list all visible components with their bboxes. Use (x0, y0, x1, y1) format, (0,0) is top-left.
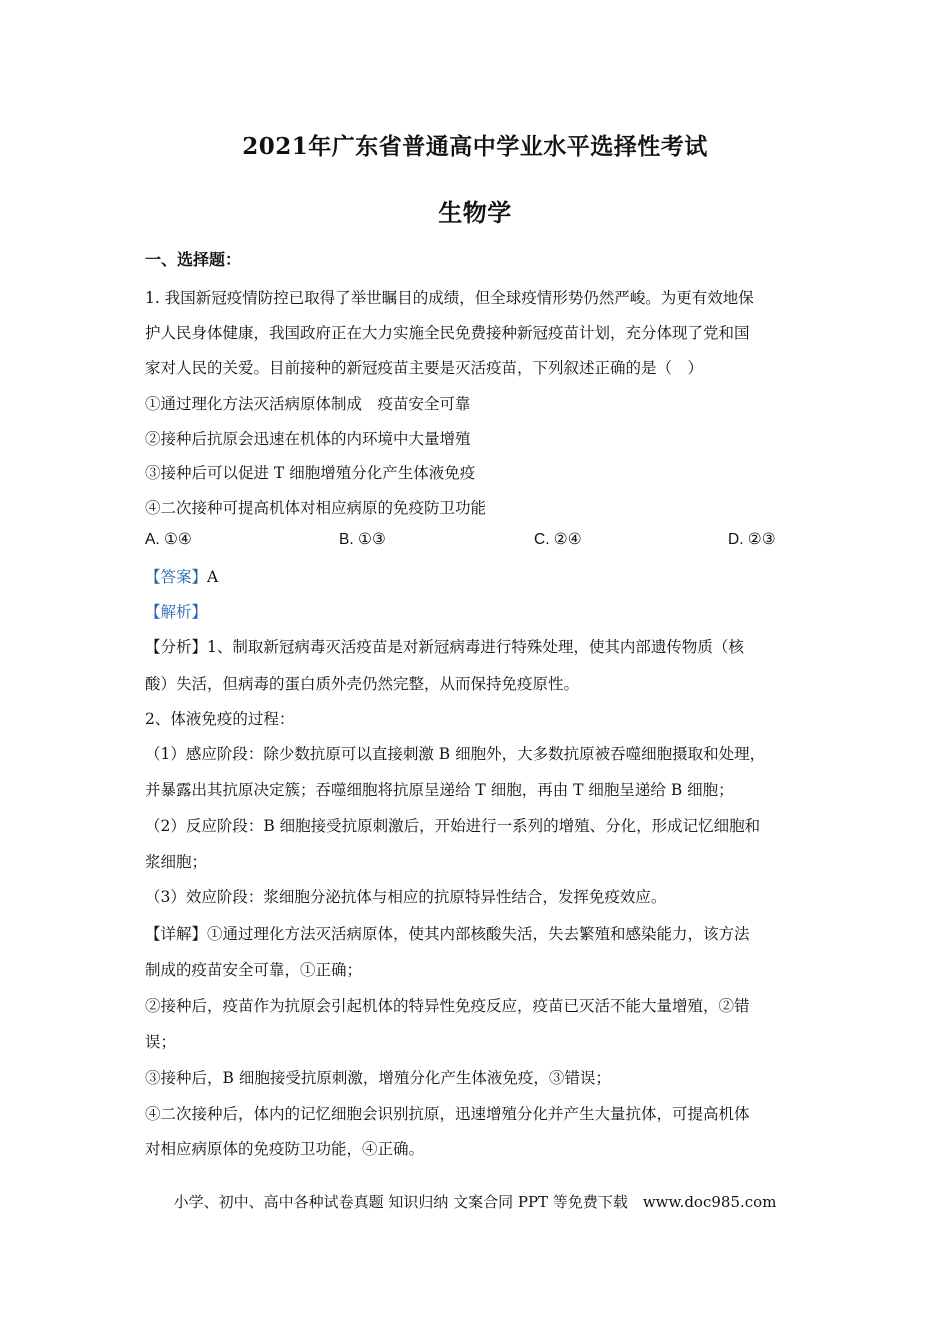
analysis-line: 酸）失活，但病毒的蛋白质外壳仍然完整，从而保持免疫原性。 (145, 675, 580, 693)
detail-line: 【详解】①通过理化方法灭活病原体，使其内部核酸失活，失去繁殖和感染能力，该方法 (145, 925, 750, 943)
detail-line: ②接种后，疫苗作为抗原会引起机体的特异性免疫反应，疫苗已灭活不能大量增殖，②错 (145, 997, 750, 1015)
option-a: A. ①④ (145, 531, 192, 548)
detail-line: ④二次接种后，体内的记忆细胞会识别抗原，迅速增殖分化并产生大量抗体，可提高机体 (145, 1105, 750, 1123)
footer-watermark: 小学、初中、高中各种试卷真题 知识归纳 文案合同 PPT 等免费下载 www.doc985.com (173, 1193, 777, 1211)
detail-line: 对相应病原体的免疫防卫功能，④正确。 (145, 1140, 425, 1158)
analysis-line: 浆细胞； (145, 853, 208, 871)
statement-1: ①通过理化方法灭活病原体制成 疫苗安全可靠 (145, 395, 471, 413)
analysis-line: （3）效应阶段：浆细胞分泌抗体与相应的抗原特异性结合，发挥免疫效应。 (145, 888, 667, 906)
answer-options (145, 530, 810, 552)
analysis-line: （2）反应阶段：B 细胞接受抗原刺激后，开始进行一系列的增殖、分化，形成记忆细胞和 (145, 817, 761, 835)
statement-3: ③接种后可以促进 T 细胞增殖分化产生体液免疫 (145, 464, 476, 482)
option-c: C. ②④ (534, 531, 582, 548)
subject-title: 生物学 (438, 198, 512, 227)
statement-2: ②接种后抗原会迅速在机体的内环境中大量增殖 (145, 430, 471, 448)
answer-value: A (207, 568, 219, 586)
detail-line: ③接种后，B 细胞接受抗原刺激，增殖分化产生体液免疫，③错误； (145, 1069, 611, 1087)
analysis-line: 并暴露出其抗原决定簇；吞噬细胞将抗原呈递给 T 细胞，再由 T 细胞呈递给 B 细胞； (145, 781, 734, 799)
analysis-line: （1）感应阶段：除少数抗原可以直接刺激 B 细胞外，大多数抗原被吞噬细胞摄取和处理， (145, 745, 766, 763)
exam-title: 2021年广东省普通高中学业水平选择性考试 (242, 133, 708, 160)
option-d: D. ②③ (728, 531, 776, 548)
question-stem-line: 1. 我国新冠疫情防控已取得了举世瞩目的成绩，但全球疫情形势仍然严峻。为更有效地保 (145, 289, 754, 307)
option-b: B. ①③ (339, 531, 386, 548)
question-stem-line: 护人民身体健康，我国政府正在大力实施全民免费接种新冠疫苗计划，充分体现了党和国 (145, 324, 750, 342)
analysis-line: 2、体液免疫的过程： (145, 710, 295, 728)
detail-line: 制成的疫苗安全可靠，①正确； (145, 961, 363, 979)
analysis-label: 【解析】 (145, 603, 208, 621)
analysis-line: 【分析】1、制取新冠病毒灭活疫苗是对新冠病毒进行特殊处理，使其内部遗传物质（核 (145, 638, 744, 656)
answer-label: 【答案】 (145, 568, 208, 586)
detail-line: 误； (145, 1033, 177, 1051)
statement-4: ④二次接种可提高机体对相应病原的免疫防卫功能 (145, 499, 487, 517)
answer-line (145, 566, 810, 588)
question-stem-line: 家对人民的关爱。目前接种的新冠疫苗主要是灭活疫苗，下列叙述正确的是（ ） (145, 359, 704, 377)
section-heading: 一、选择题： (145, 250, 242, 269)
